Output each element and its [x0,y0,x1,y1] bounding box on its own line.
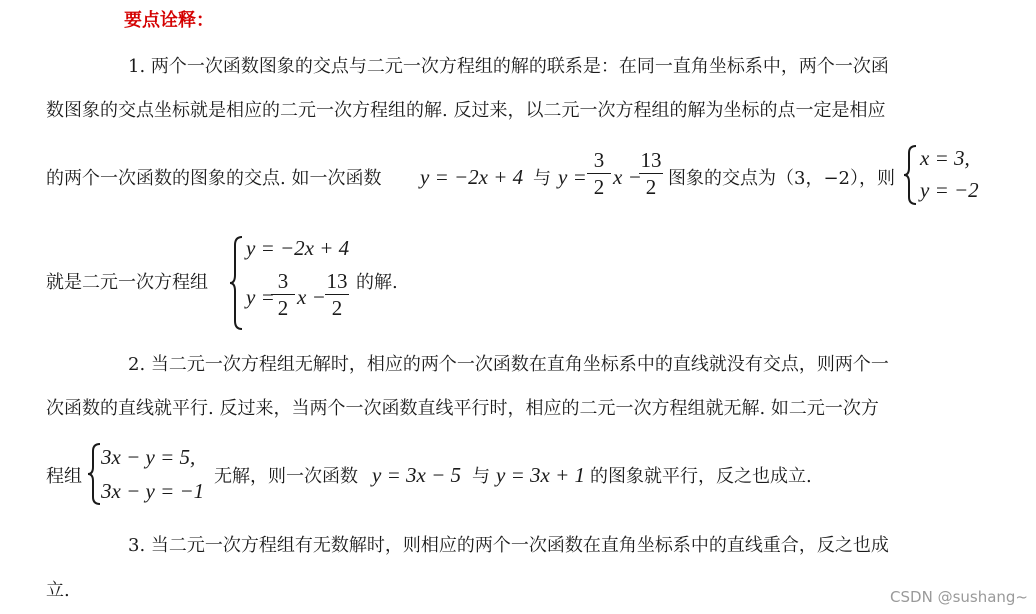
system-row-2-x-minus: x − [297,285,326,309]
section-heading: 要点诠释： [124,10,214,31]
fraction-3-over-2 [587,149,611,198]
fraction-bar [325,294,349,295]
equation-y-3x-minus5: y = 3x − 5 [372,463,461,487]
equation-y-equals: y = [558,165,587,189]
system-row-1: 3x − y = 5, [101,445,196,469]
system-row-2-y-equals: y = [246,285,275,309]
fraction-denominator: 2 [593,175,605,199]
system-row-2: 3x − y = −1 [101,479,205,503]
p3-line-2: 立. [46,580,70,601]
p2-line-3-text-3: 的图象就平行，反之也成立. [590,466,812,487]
left-brace [228,235,244,331]
word-and: 与 [533,168,551,189]
watermark: CSDN @sushang~ [890,588,1028,606]
fraction-numerator: 3 [593,148,605,172]
equation-y-3x-plus1: y = 3x + 1 [496,463,585,487]
system-row-1: y = −2x + 4 [246,236,350,260]
equation-x-minus: x − [613,165,642,189]
fraction-13-over-2 [639,149,663,198]
fraction-3-over-2 [271,270,295,319]
left-brace [86,442,102,506]
p2-line-1: 2. 当二元一次方程组无解时，相应的两个一次函数在直角坐标系中的直线就没有交点，则两个一 [128,354,889,375]
p2-line-3-text-1: 程组 [46,466,82,487]
p1-line-4-text-1: 就是二元一次方程组 [46,272,208,293]
fraction-bar [587,173,611,174]
fraction-bar [271,294,295,295]
fraction-bar [639,173,663,174]
fraction-denominator: 2 [331,296,343,320]
p1-line-2: 数图象的交点坐标就是相应的二元一次方程组的解. 反过来，以二元一次方程组的解为坐标的点一定是相应 [46,100,886,121]
fraction-13-over-2 [325,270,349,319]
solution-row-x: x = 3, [920,146,970,170]
word-and: 与 [472,466,490,487]
left-brace [902,144,918,206]
p1-line-3-text-2: 图象的交点为（3，−2），则 [668,168,895,189]
fraction-numerator: 3 [277,269,289,293]
fraction-denominator: 2 [277,296,289,320]
fraction-denominator: 2 [645,175,657,199]
p2-line-2: 次函数的直线就平行. 反过来，当两个一次函数直线平行时，相应的二元一次方程组就无解. 如二元一次方 [46,398,879,419]
p2-line-3-text-2: 无解，则一次函数 [214,466,358,487]
fraction-numerator: 13 [326,269,348,293]
p3-line-1: 3. 当二元一次方程组有无数解时，则相应的两个一次函数在直角坐标系中的直线重合，反之也成 [128,535,889,556]
equation-y-neg2x-plus4: y = −2x + 4 [420,165,524,189]
p1-line-4-text-2: 的解. [356,272,398,293]
solution-row-y: y = −2 [920,178,979,202]
p1-line-3-text-1: 的两个一次函数的图象的交点. 如一次函数 [46,168,382,189]
p1-line-1: 1. 两个一次函数图象的交点与二元一次方程组的解的联系是：在同一直角坐标系中，两个一次函 [128,56,889,77]
fraction-numerator: 13 [640,148,662,172]
